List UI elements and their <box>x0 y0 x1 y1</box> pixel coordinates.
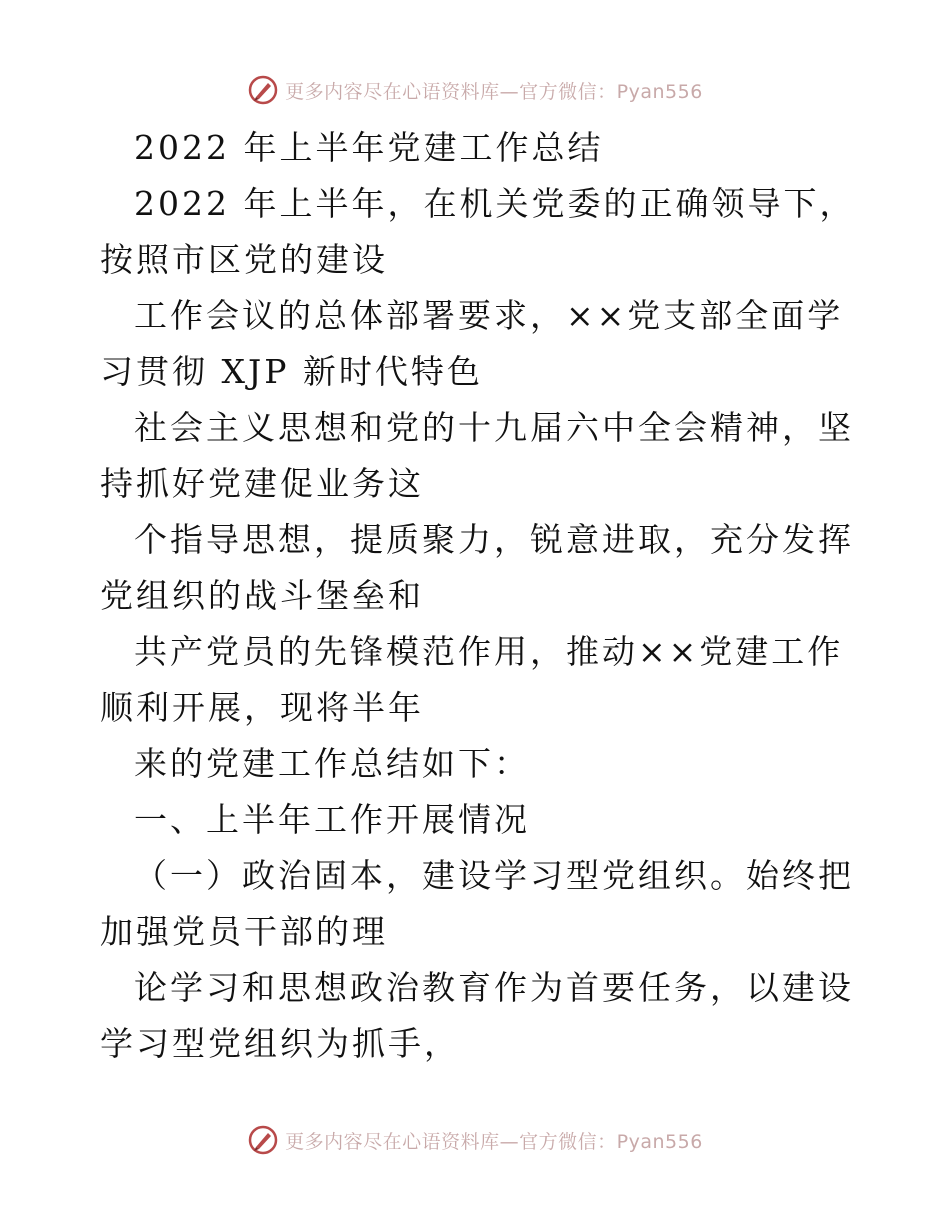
paragraph: 社会主义思想和党的十九届六中全会精神，坚持抓好党建促业务这 <box>100 408 854 503</box>
paragraph: 共产党员的先锋模范作用，推动××党建工作顺利开展，现将半年 <box>100 632 844 727</box>
pen-logo-icon <box>247 74 279 106</box>
paragraph: 个指导思想，提质聚力，锐意进取，充分发挥党组织的战斗堡垒和 <box>100 520 854 615</box>
paragraph: 工作会议的总体部署要求，××党支部全面学习贯彻 XJP 新时代特色 <box>100 296 844 391</box>
document-body <box>100 120 860 1072</box>
watermark-footer <box>0 1120 950 1160</box>
section-heading: 一、上半年工作开展情况 <box>134 800 530 839</box>
pen-logo-icon <box>247 1124 279 1156</box>
paragraph: 论学习和思想政治教育作为首要任务，以建设学习型党组织为抓手， <box>100 968 854 1063</box>
watermark-header <box>0 70 950 110</box>
document-title: 2022 年上半年党建工作总结 <box>134 128 604 167</box>
paragraph: 2022 年上半年，在机关党委的正确领导下，按照市区党的建设 <box>100 184 856 279</box>
watermark-text: 更多内容尽在心语资料库—官方微信：Pyan556 <box>285 1130 703 1153</box>
paragraph: （一）政治固本，建设学习型党组织。始终把加强党员干部的理 <box>100 856 854 951</box>
paragraph: 来的党建工作总结如下： <box>134 744 530 783</box>
watermark-text: 更多内容尽在心语资料库—官方微信：Pyan556 <box>285 80 703 103</box>
